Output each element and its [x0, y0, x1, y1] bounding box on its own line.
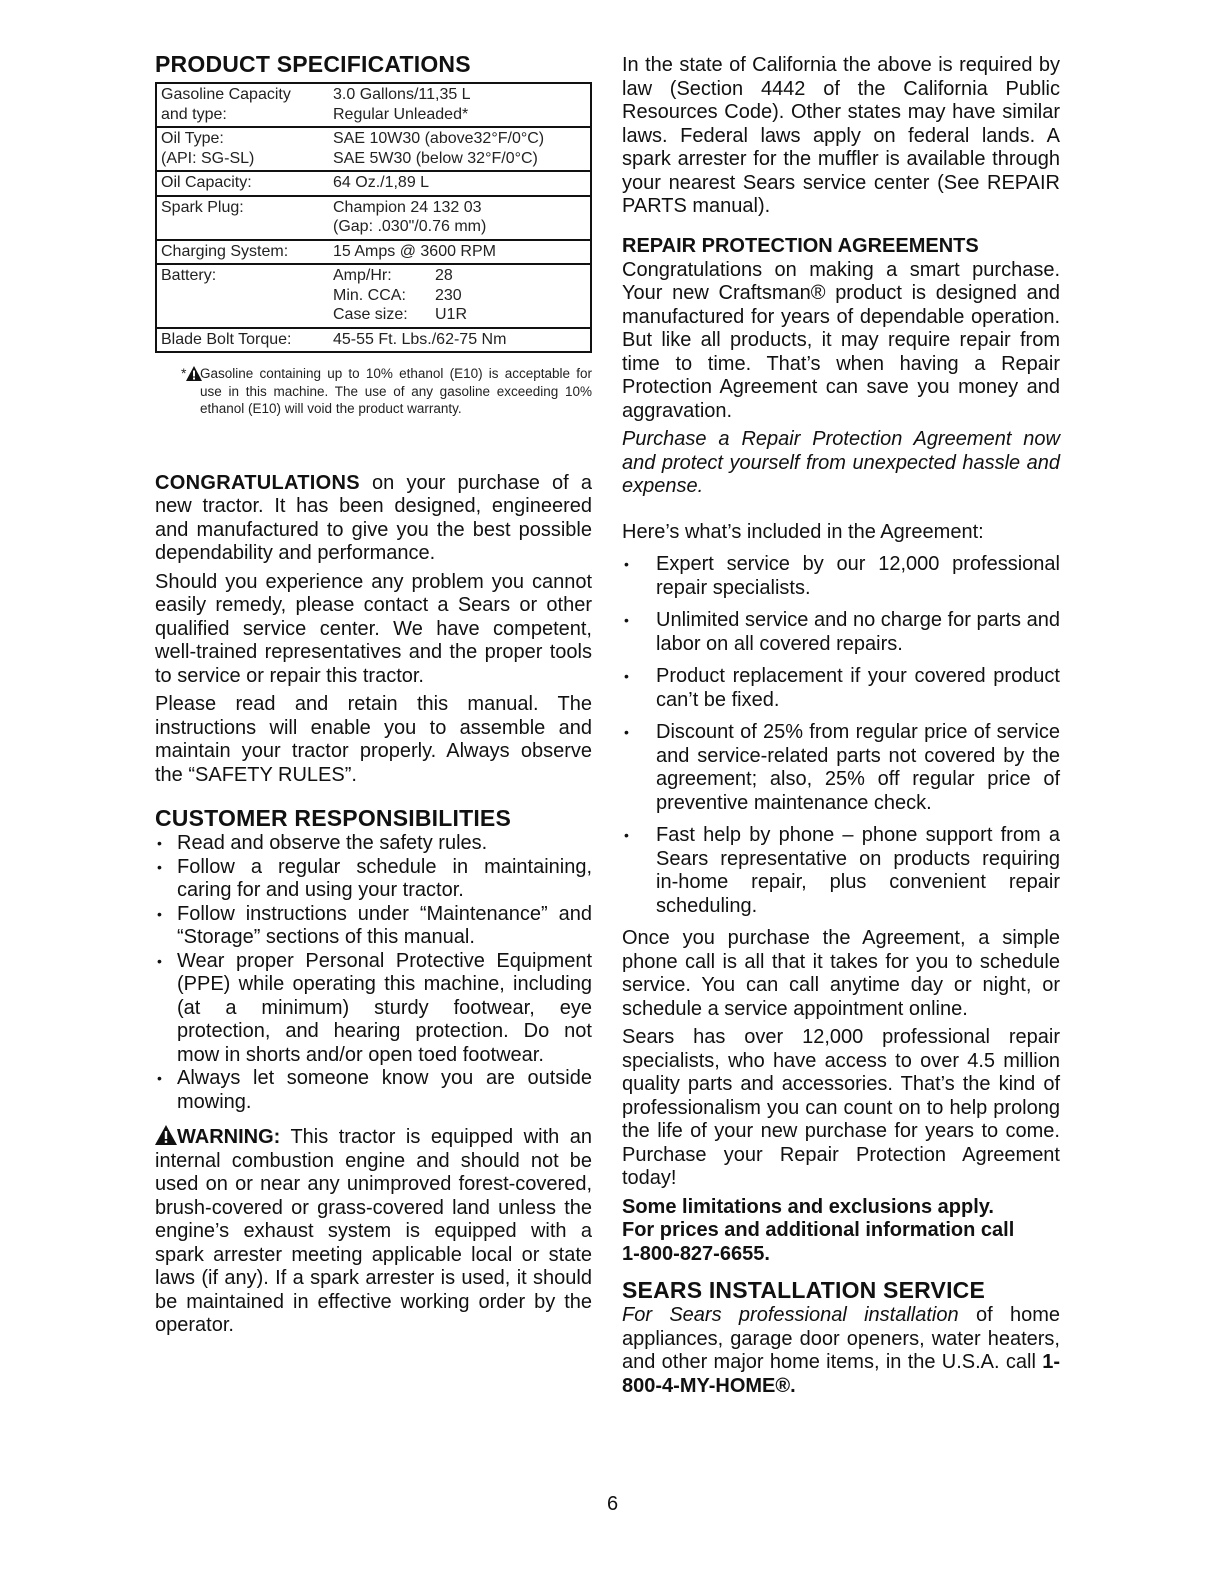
install-title: SEARS INSTALLATION SERVICE [622, 1277, 986, 1303]
install-italic: For Sears professional installation [622, 1304, 959, 1326]
spec-row [156, 83, 591, 127]
gasoline-note [155, 365, 592, 418]
spec-label-line: Charging System: [161, 242, 289, 260]
warning-icon [186, 366, 202, 381]
spec-value [329, 83, 591, 127]
spec-label-line: Oil Capacity: [161, 174, 252, 191]
list-item: • Read and observe the safety rules. [155, 832, 592, 856]
spec-label [156, 196, 329, 240]
california-paragraph: In the state of California the above is required by law (Section 4442 of the California Public Resources Code). Other states may have similar laws. Federal laws apply on federal lands. A spark arrester for the muffler is available through your nearest Sears service center (See REPAIR PARTS manual). [622, 54, 1060, 217]
congrats-text: on your purchase of a new tractor. It has been designed, engineered and manufactured to give you the best possible dependability and performance. [155, 471, 592, 564]
spec-label-line: (API: SG-SL) [161, 149, 255, 167]
spec-label [156, 171, 329, 196]
prices-text: For prices and additional information call [622, 1219, 1015, 1241]
spec-value-line: 64 Oz./1,89 L [333, 174, 430, 191]
footnote-text: Gasoline containing up to 10% ethanol (E10) is acceptable for use in this machine. The use of any gasoline exceeding 10% ethanol (E10) will void the product warranty. [200, 366, 592, 416]
spec-label-line: and type: [161, 105, 227, 123]
spec-row [156, 328, 591, 353]
retain-paragraph: Please read and retain this manual. The instructions will enable you to assemble and maintain your tractor properly. Always observe the “SAFETY RULES”. [155, 693, 592, 786]
install-paragraph [622, 1304, 1060, 1398]
battery-line [333, 305, 587, 325]
spec-value-line: SAE 5W30 (below 32°F/0°C) [333, 149, 538, 167]
spec-row [156, 171, 591, 196]
spec-value [329, 264, 591, 328]
customer-list [155, 832, 592, 1114]
list-item: • Wear proper Personal Protective Equipment (PPE) while operating this machine, including (at a minimum) sturdy footwear, eye protection, and hearing protection. Do not mow in shorts and/or open toed footwear. [155, 950, 592, 1068]
spec-value-line: Regular Unleaded* [333, 105, 469, 123]
spec-label [156, 83, 329, 127]
list-item: • Product replacement if your covered product can’t be fixed. [622, 665, 1060, 712]
battery-key: Case size: [333, 306, 408, 323]
spec-value [329, 171, 591, 196]
included-line: Here’s what’s included in the Agreement: [622, 520, 984, 543]
spec-label-line: Spark Plug: [161, 198, 244, 216]
battery-value: 28 [435, 267, 453, 284]
congrats-paragraph [155, 472, 592, 566]
specialists-paragraph: Sears has over 12,000 professional repair specialists, who have access to over 4.5 million quality parts and accessories. That’s the kind of professionalism you can count on to help prolong the life of your new purchase for years to come. Purchase your Repair Protection Agreement today! [622, 1026, 1060, 1189]
spec-row [156, 264, 591, 328]
spec-label [156, 240, 329, 265]
spec-value-line: (Gap: .030"/0.76 mm) [333, 218, 487, 235]
spec-value-line: Champion 24 132 03 [333, 198, 482, 216]
list-item: • Follow instructions under “Maintenance” and “Storage” sections of this manual. [155, 903, 592, 950]
congrats-lead: CONGRATULATIONS [155, 471, 360, 494]
battery-value: U1R [435, 306, 468, 323]
agreement-list [622, 553, 1060, 918]
battery-line [333, 286, 587, 306]
list-item: • Unlimited service and no charge for parts and labor on all covered repairs. [622, 609, 1060, 656]
repair-title: REPAIR PROTECTION AGREEMENTS [622, 234, 979, 257]
spec-label-line: Battery: [161, 267, 217, 284]
battery-line [333, 266, 587, 286]
spec-value-line: 45-55 Ft. Lbs./62-75 Nm [333, 330, 507, 348]
list-item: • Always let someone know you are outside mowing. [155, 1067, 592, 1114]
spec-value [329, 240, 591, 265]
spec-label [156, 328, 329, 353]
limits-note [622, 1196, 1060, 1267]
limits-text: Some limitations and exclusions apply. [622, 1195, 994, 1218]
list-item: • Follow a regular schedule in maintaining, caring for and using your tractor. [155, 856, 592, 903]
spec-value [329, 127, 591, 171]
list-item: • Expert service by our 12,000 professional repair specialists. [622, 553, 1060, 600]
battery-key: Min. CCA: [333, 286, 406, 304]
right-column [622, 50, 1060, 1403]
warning-icon [155, 1125, 177, 1145]
page-number: 6 [606, 1493, 619, 1515]
spec-value-line: 3.0 Gallons/11,35 L [333, 86, 471, 103]
spec-value [329, 328, 591, 353]
battery-key: Amp/Hr: [333, 267, 392, 284]
warning-text: This tractor is equipped with an internal combustion engine and should not be used on or near any unimproved forest-covered, brush-covered or grass-covered land unless the engine’s exhaust system is equipped with a spark arrester meeting applicable local or state laws (if any). If a spark arrester is used, it should be maintained in effective working order by the operator. [155, 1126, 592, 1336]
list-item: • Fast help by phone – phone support from a Sears representative on products requiring in-home repair, plus convenient repair scheduling. [622, 824, 1060, 918]
spec-value [329, 196, 591, 240]
spec-table [155, 82, 592, 353]
list-item: • Discount of 25% from regular price of service and service-related parts not covered by the agreement; also, 25% off regular price of preventive maintenance check. [622, 721, 1060, 815]
spec-label-line: Gasoline Capacity [161, 86, 291, 103]
install-phone: 1-800-4-MY-HOME®. [622, 1351, 1060, 1397]
install-text: of home appliances, garage door openers, water heaters, and other major home items, in the U.S.A. call [622, 1304, 1060, 1373]
repair-phone: 1-800-827-6655. [622, 1242, 770, 1265]
warning-lead: WARNING: [177, 1126, 281, 1148]
repair-intro: Congratulations on making a smart purchase. Your new Craftsman® product is designed and manufactured for years of dependable operation. But like all products, it may require repair from time to time. That’s when having a Repair Protection Agreement can save you money and aggravation. [622, 258, 1060, 422]
spec-label-line: Blade Bolt Torque: [161, 330, 292, 348]
customer-title: CUSTOMER RESPONSIBILITIES [155, 805, 512, 831]
spec-value-line: SAE 10W30 (above32°F/0°C) [333, 130, 545, 147]
spec-row [156, 127, 591, 171]
repair-italic: Purchase a Repair Protection Agreement now and protect yourself from unexpected hassle and expense. [622, 428, 1060, 497]
warning-paragraph [155, 1125, 592, 1338]
footnote-star: * [181, 365, 187, 381]
spec-row [156, 196, 591, 240]
spec-label [156, 127, 329, 171]
spec-label [156, 264, 329, 328]
spec-value-line: 15 Amps @ 3600 RPM [333, 242, 496, 260]
service-paragraph: Should you experience any problem you cannot easily remedy, please contact a Sears or other qualified service center. We have competent, well-trained representatives and the proper tools to service or repair this tractor. [155, 570, 592, 687]
schedule-paragraph: Once you purchase the Agreement, a simple phone call is all that it takes for you to schedule service. You can call anytime day or night, or schedule a service appointment online. [622, 927, 1060, 1020]
left-column [155, 50, 592, 1343]
battery-value: 230 [435, 286, 462, 304]
spec-label-line: Oil Type: [161, 130, 224, 147]
specs-title: PRODUCT SPECIFICATIONS [155, 51, 471, 77]
spec-row [156, 240, 591, 265]
